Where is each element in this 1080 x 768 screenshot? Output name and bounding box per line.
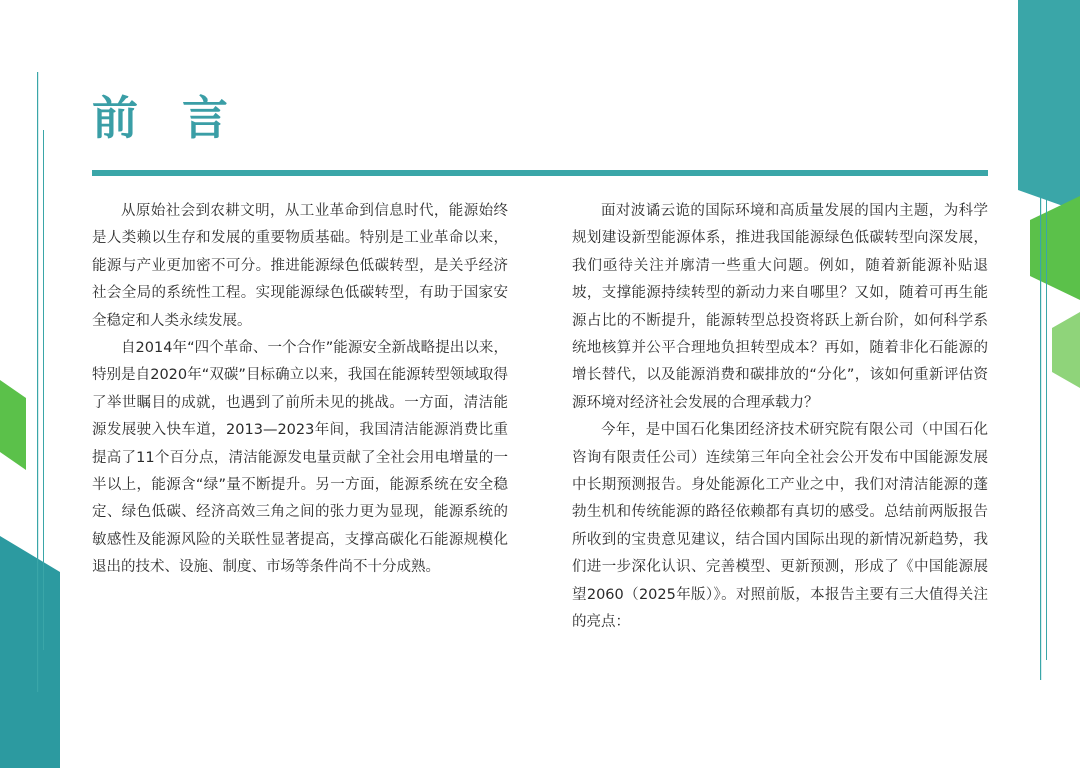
paragraph: 面对波谲云诡的国际环境和高质量发展的国内主题，为科学规划建设新型能源体系，推进我国能源绿色低碳转型向深发展，我们亟待关注并廓清一些重大问题。例如，随着新能源补贴退坡，支撑能源持续转型的新动力来自哪里？又如，随着可再生能源占比的不断提升，能源转型总投资将跃上新台阶，如何科学系统地核算并公平合理地负担转型成本？再如，随着非化石能源的增长替代，以及能源消费和碳排放的“分化”，该如何重新评估资源环境对经济社会发展的合理承载力？ [572, 203, 988, 411]
left-column [92, 198, 508, 582]
vertical-rule-left-1 [37, 72, 38, 692]
title-underline [92, 170, 988, 176]
page-title: 前 言 [92, 91, 243, 145]
paragraph: 自2014年“四个革命、一个合作”能源安全新战略提出以来，特别是自2020年“双碳”目标确立以来，我国在能源转型领域取得了举世瞩目的成就，也遇到了前所未见的挑战。一方面，清洁能源发展驶入快车道，2013—2023年间，我国清洁能源消费比重提高了11个百分点，清洁能源发电量贡献了全社会用电增量的一半以上，能源含“绿”量不断提升。另一方面，能源系统在安全稳定、绿色低碳、经济高效三角之间的张力更为显现，能源系统的敏感性及能源风险的关联性显著提高，支撑高碳化石能源规模化退出的技术、设施、制度、市场等条件尚不十分成熟。 [92, 340, 508, 576]
paragraph: 今年，是中国石化集团经济技术研究院有限公司（中国石化咨询有限责任公司）连续第三年向全社会公开发布中国能源发展中长期预测报告。身处能源化工产业之中，我们对清洁能源的蓬勃生机和传统能源的路径依赖都有真切的感受。总结前两版报告所收到的宝贵意见建议，结合国内国际出现的新情况新趋势，我们进一步深化认识、完善模型、更新预测，形成了《中国能源展望2060（2025年版）》。对照前版，本报告主要有三大值得关注的亮点： [572, 422, 988, 631]
green-wedge-left [0, 380, 26, 470]
green-wedge-right-upper [1030, 196, 1080, 300]
vertical-rule-left-2 [43, 130, 44, 650]
vertical-rule-right-1 [1040, 40, 1041, 680]
paragraph: 从原始社会到农耕文明，从工业革命到信息时代，能源始终是人类赖以生存和发展的重要物质基础。特别是工业革命以来，能源与产业更加密不可分。推进能源绿色低碳转型，是关乎经济社会全局的系统性工程。实现能源绿色低碳转型，有助于国家安全稳定和人类永续发展。 [92, 203, 508, 329]
right-column [572, 198, 988, 637]
vertical-rule-right-2 [1046, 60, 1047, 660]
green-wedge-right-lower [1052, 312, 1080, 388]
teal-band-top-right [1018, 0, 1080, 212]
teal-band-bottom-left [0, 536, 60, 768]
